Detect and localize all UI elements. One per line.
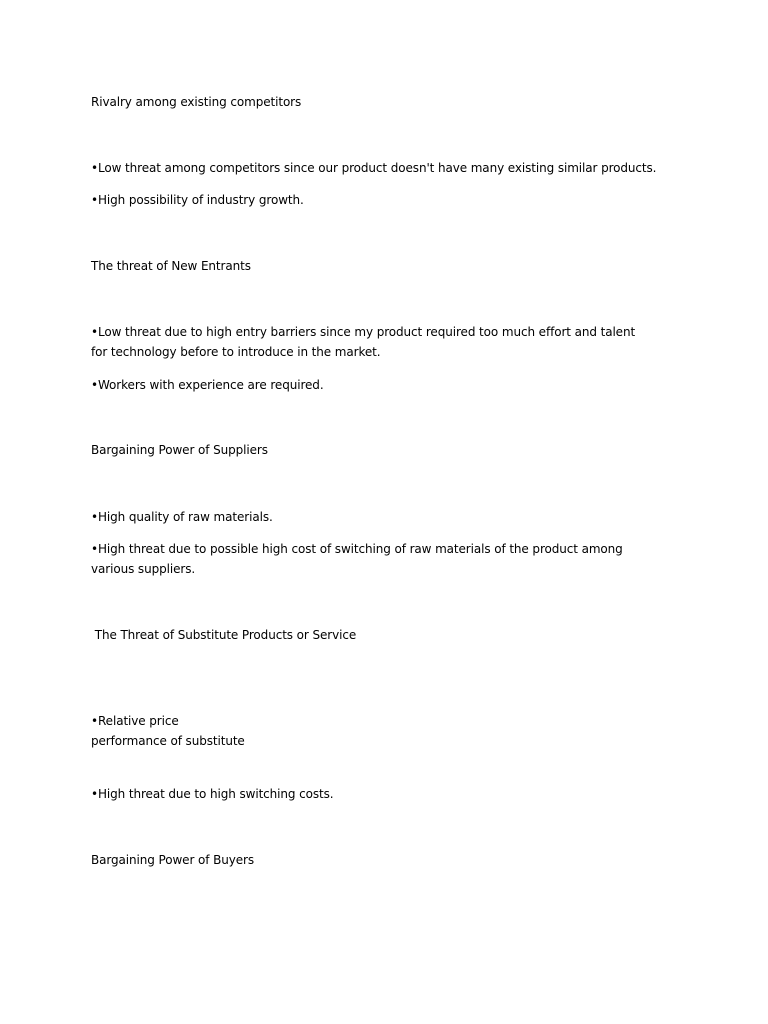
bullet-experienced-workers: •Workers with experience are required. <box>91 378 324 392</box>
section-heading-suppliers: Bargaining Power of Suppliers <box>91 443 268 457</box>
section-heading-rivalry: Rivalry among existing competitors <box>91 95 302 109</box>
bullet-entry-barriers: •Low threat due to high entry barriers since my product required too much effort and talent for technology before to introduce in the market. <box>91 325 636 359</box>
section-heading-new-entrants: The threat of New Entrants <box>91 259 251 273</box>
section-heading-buyers: Bargaining Power of Buyers <box>91 853 254 867</box>
bullet-raw-material-quality: •High quality of raw materials. <box>91 510 273 524</box>
section-heading-substitutes: The Threat of Substitute Products or Service <box>91 628 357 642</box>
bullet-industry-growth: •High possibility of industry growth. <box>91 193 304 207</box>
bullet-switching-costs: •High threat due to high switching costs. <box>91 787 334 801</box>
bullet-relative-price-continued: performance of substitute <box>91 734 245 748</box>
bullet-low-threat-competitors: •Low threat among competitors since our product doesn't have many existing similar products. <box>91 161 657 175</box>
bullet-switching-cost-suppliers: •High threat due to possible high cost of switching of raw materials of the product among various suppliers. <box>91 542 623 576</box>
bullet-relative-price: •Relative price <box>91 714 179 728</box>
